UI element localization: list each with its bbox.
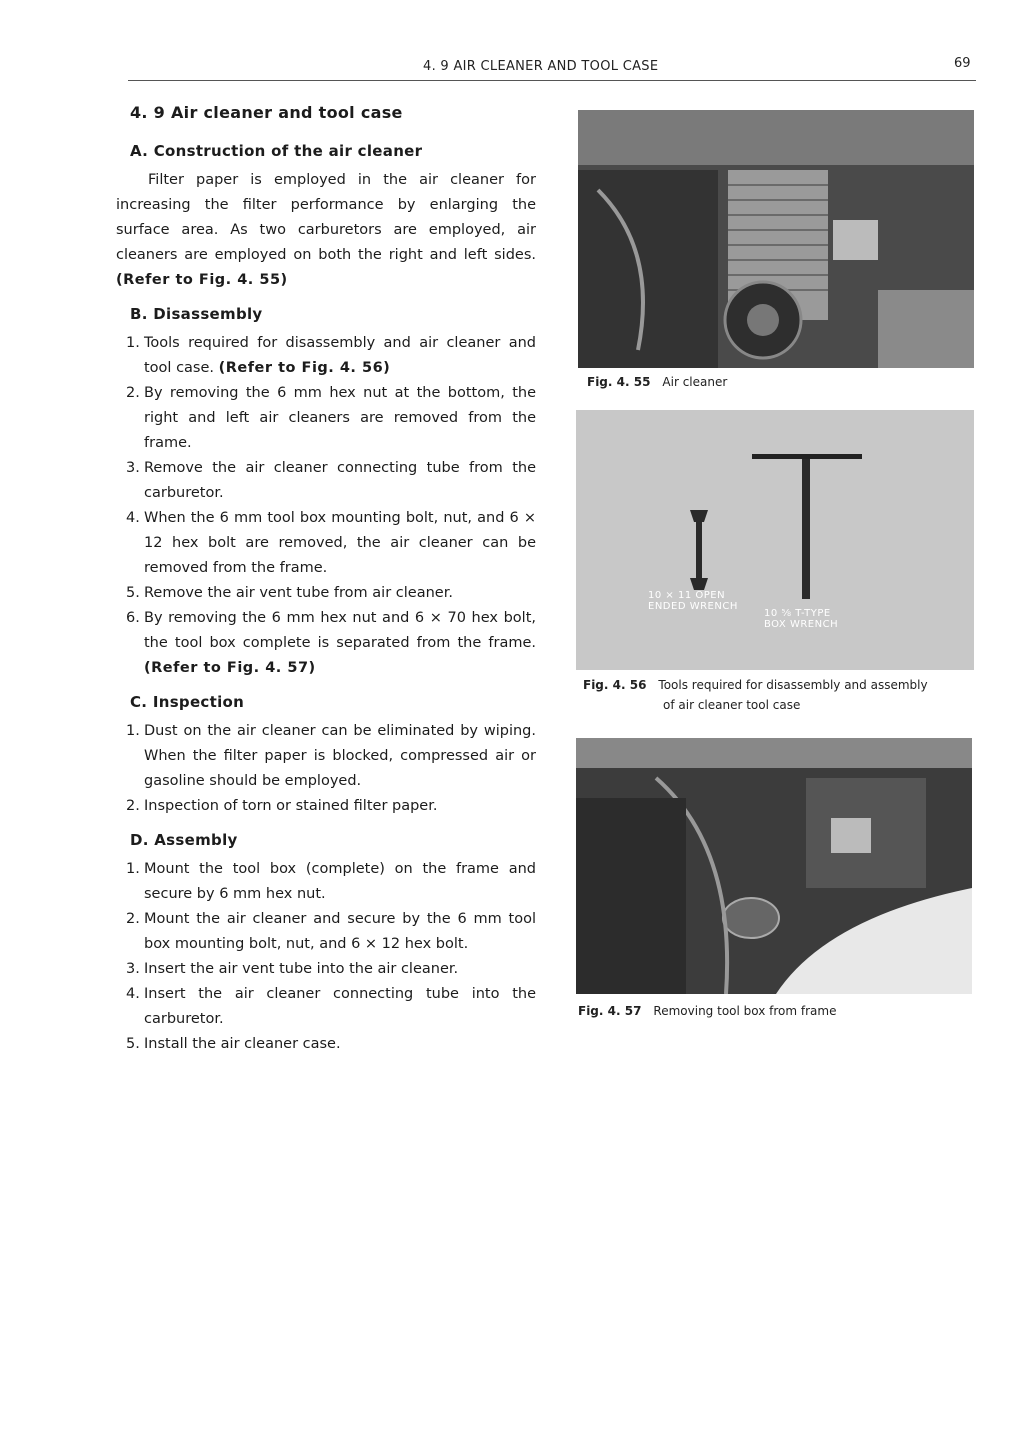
page-number: 69 bbox=[954, 56, 971, 71]
list-item: 1. Dust on the air cleaner can be eliminated by wiping. When the filter paper is blocked, compressed air or gasoline should be employed. bbox=[126, 723, 536, 789]
header-rule bbox=[128, 80, 976, 81]
inspection-steps bbox=[116, 719, 536, 819]
list-item: 4. Insert the air cleaner connecting tube into the carburetor. bbox=[126, 986, 536, 1027]
assembly-steps bbox=[116, 857, 536, 1057]
list-item: 6. By removing the 6 mm hex nut and 6 × 70 hex bolt, the tool box complete is separated from the frame. (Refer to Fig. 4. 57) bbox=[126, 610, 536, 676]
list-item: 1. Tools required for disassembly and air cleaner and tool case. (Refer to Fig. 4. 56) bbox=[126, 335, 536, 376]
figure-4-55-photo bbox=[578, 110, 974, 368]
subsection-d-title: D. Assembly bbox=[130, 831, 238, 849]
subsection-a-paragraph bbox=[116, 168, 536, 293]
main-text-column bbox=[116, 103, 536, 1069]
subsection-a-ref: (Refer to Fig. 4. 55) bbox=[116, 272, 288, 288]
list-item: 2. Inspection of torn or stained filter paper. bbox=[126, 798, 438, 814]
running-header: 4. 9 AIR CLEANER AND TOOL CASE bbox=[423, 59, 659, 74]
subsection-c-title: C. Inspection bbox=[130, 693, 245, 711]
list-item: 5. Remove the air vent tube from air cleaner. bbox=[126, 585, 453, 601]
list-item: 2. By removing the 6 mm hex nut at the bottom, the right and left air cleaners are removed from the frame. bbox=[126, 385, 536, 451]
figure-4-56-caption: Fig. 4. 56 Tools required for disassembly and assembly of air cleaner tool case bbox=[583, 678, 928, 712]
list-item: 5. Install the air cleaner case. bbox=[126, 1036, 341, 1052]
list-item: 3. Remove the air cleaner connecting tube from the carburetor. bbox=[126, 460, 536, 501]
subsection-a-title: A. Construction of the air cleaner bbox=[130, 142, 423, 160]
section-title: 4. 9 Air cleaner and tool case bbox=[130, 103, 403, 122]
list-item: 3. Insert the air vent tube into the air cleaner. bbox=[126, 961, 459, 977]
box-wrench-label: 10 ⅝ T-TYPE BOX WRENCH bbox=[764, 608, 839, 630]
subsection-a-text: Filter paper is employed in the air cleaner for increasing the filter performance by enlarging the surface area. As two carburetors are employed, air cleaners are employed on both the right and left sides. bbox=[116, 172, 536, 263]
figure-4-57-photo bbox=[576, 738, 972, 994]
open-wrench-label: 10 × 11 OPEN ENDED WRENCH bbox=[648, 590, 738, 612]
list-item: 4. When the 6 mm tool box mounting bolt, nut, and 6 × 12 hex bolt are removed, the air cleaner can be removed from the frame. bbox=[126, 510, 536, 576]
subsection-b-title: B. Disassembly bbox=[130, 305, 263, 323]
list-item: 1. Mount the tool box (complete) on the frame and secure by 6 mm hex nut. bbox=[126, 861, 536, 902]
figure-4-55-caption: Fig. 4. 55 Air cleaner bbox=[587, 375, 728, 389]
figure-4-57-caption: Fig. 4. 57 Removing tool box from frame bbox=[578, 1004, 837, 1018]
figure-4-56-photo bbox=[576, 410, 974, 670]
list-item: 2. Mount the air cleaner and secure by the 6 mm tool box mounting bolt, nut, and 6 × 12 hex bolt. bbox=[126, 911, 536, 952]
disassembly-steps bbox=[116, 331, 536, 681]
